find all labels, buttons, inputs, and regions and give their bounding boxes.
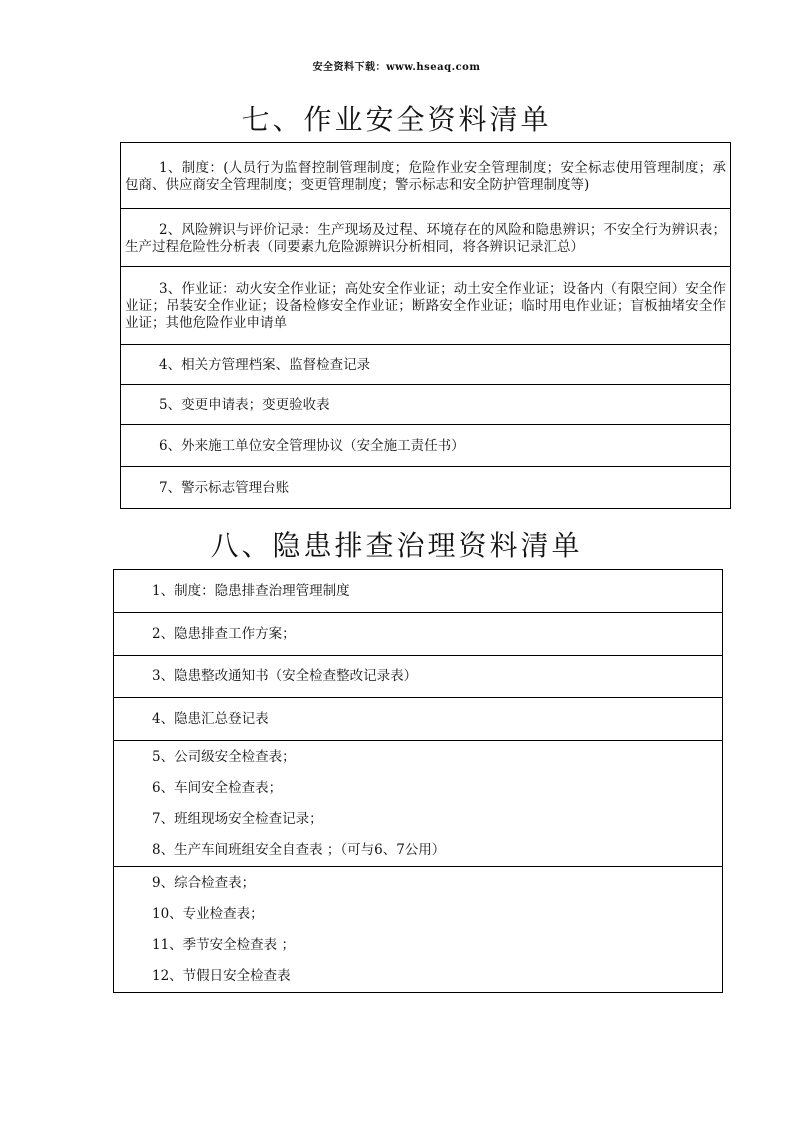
header-label: 安全资料下载： — [312, 62, 387, 73]
section-8-item: 4、隐患汇总登记表 — [114, 698, 723, 741]
section-7-title: 七、作业安全资料清单 — [241, 103, 552, 136]
section-8-item: 11、季节安全检查表 ； — [152, 936, 295, 953]
section-8-group — [114, 867, 723, 993]
section-8-item: 10、专业检查表； — [152, 905, 264, 922]
section-7-table — [120, 142, 731, 509]
section-8-item: 9、综合检查表； — [152, 874, 256, 891]
section-7-item: 5、变更申请表；变更验收表 — [121, 385, 731, 425]
section-8-title: 八、隐患排查治理资料清单 — [210, 529, 583, 562]
section-7-item: 2、风险辨识与评价记录：生产现场及过程、环境存在的风险和隐患辨识；不安全行为辨识表；生产过程危险性分析表（同要素九危险源辨识分析相同，将各辨识记录汇总） — [121, 209, 731, 267]
section-7-item: 6、外来施工单位安全管理协议（安全施工责任书） — [121, 425, 731, 467]
section-7-item: 1、制度：(人员行为监督控制管理制度；危险作业安全管理制度；安全标志使用管理制度；承包商、供应商安全管理制度；变更管理制度；警示标志和安全防护管理制度等) — [121, 143, 731, 209]
section-7-item: 7、警示标志管理台账 — [121, 467, 731, 509]
section-7-item: 3、作业证：动火安全作业证；高处安全作业证；动土安全作业证；设备内（有限空间）安全作业证；吊装安全作业证；设备检修安全作业证；断路安全作业证；临时用电作业证；盲板抽堵安全作业证；其他危险作业申请单 — [121, 267, 731, 345]
section-8-group — [114, 741, 723, 867]
section-8-item: 3、隐患整改通知书（安全检查整改记录表） — [114, 656, 723, 698]
section-8-item: 1、制度：隐患排查治理管理制度 — [114, 570, 723, 613]
section-7-item: 4、相关方管理档案、监督检查记录 — [121, 345, 731, 385]
section-8-table — [113, 569, 723, 993]
section-8-item: 8、生产车间班组安全自查表 ；（可与6、7公用） — [152, 841, 446, 858]
page-header — [0, 58, 793, 73]
section-8-item: 5、公司级安全检查表； — [152, 748, 296, 765]
section-8-item: 6、车间安全检查表； — [152, 779, 283, 796]
header-url[interactable]: www.hseaq.com — [386, 62, 481, 73]
section-8-item: 2、隐患排查工作方案； — [114, 613, 723, 656]
section-8-item: 7、班组现场安全检查记录； — [152, 810, 323, 827]
section-8-item: 12、节假日安全检查表 — [152, 967, 291, 984]
